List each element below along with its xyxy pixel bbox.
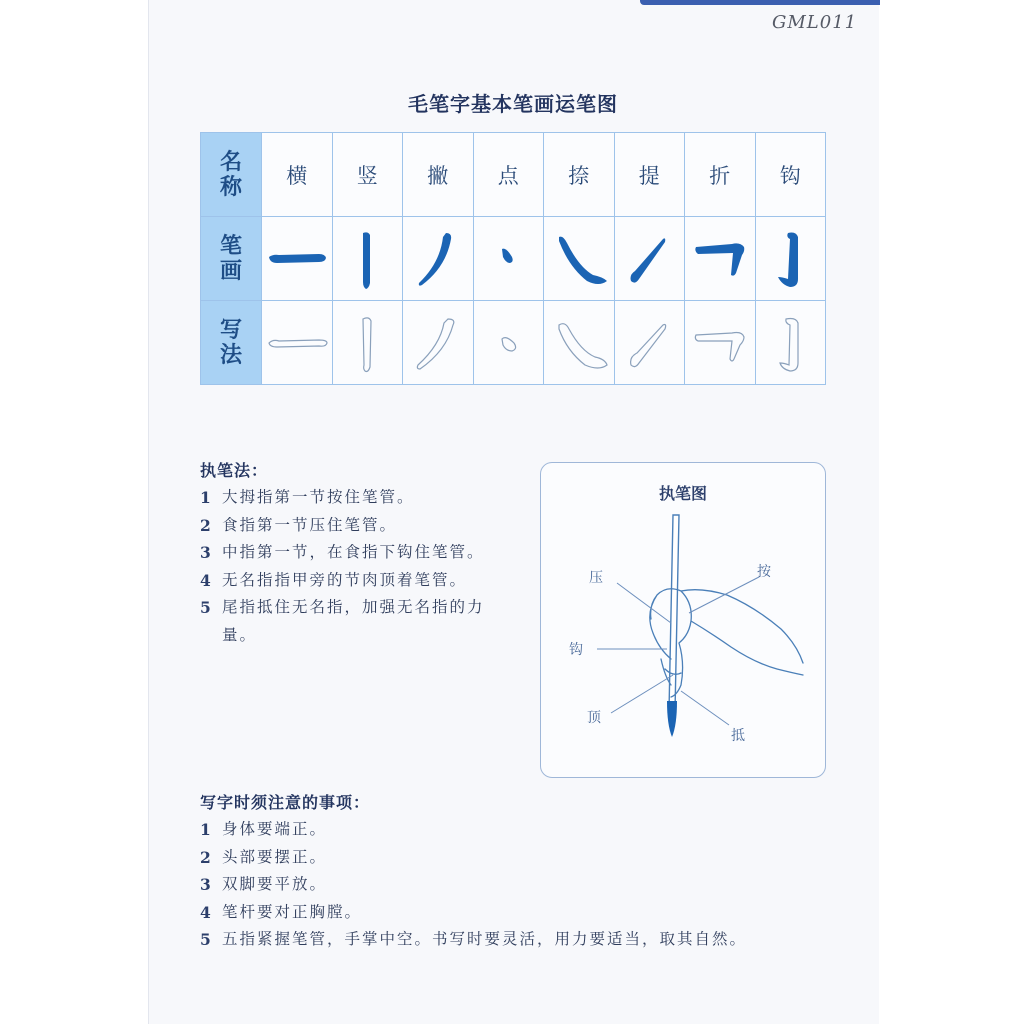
shu-stroke-icon	[335, 227, 399, 291]
label-gou: 钩	[569, 642, 583, 658]
gou-method-icon	[758, 311, 822, 375]
stroke-name-na: 捺	[544, 133, 615, 217]
method-heng	[262, 301, 333, 385]
holding-step	[200, 594, 500, 649]
label-ding: 顶	[587, 710, 601, 726]
holding-step	[200, 484, 500, 512]
strokes-row	[201, 217, 826, 301]
ti-stroke-icon	[617, 227, 681, 291]
step-number: 1	[200, 488, 213, 507]
note-number: 5	[200, 930, 213, 949]
note-text: 双脚要平放。	[222, 875, 328, 893]
method-gou	[755, 301, 826, 385]
method-na	[544, 301, 615, 385]
na-method-icon	[547, 311, 611, 375]
step-text: 无名指指甲旁的节肉顶着笔管。	[222, 570, 468, 589]
holding-step	[200, 539, 500, 567]
stroke-name-dian: 点	[473, 133, 544, 217]
top-edge-bar	[640, 0, 880, 5]
note-item	[200, 871, 790, 899]
step-text: 食指第一节压住笔管。	[222, 515, 398, 534]
stroke-name-pie: 撇	[403, 133, 474, 217]
page-title: 毛笔字基本笔画运笔图	[408, 92, 618, 116]
stroke-ti	[614, 217, 685, 301]
zhe-stroke-icon	[688, 227, 752, 291]
brush-holding-figure	[540, 462, 826, 778]
page-code: GML011	[772, 12, 858, 33]
method-zhe	[685, 301, 756, 385]
stroke-shu	[332, 217, 403, 301]
note-item	[200, 926, 790, 954]
notes-title: 写字时须注意的事项：	[200, 793, 371, 812]
stroke-name-ti: 提	[614, 133, 685, 217]
figure-title: 执笔图	[658, 484, 707, 503]
stroke-gou	[755, 217, 826, 301]
note-text: 五指紧握笔管，手掌中空。书写时要灵活，用力要适当，取其自然。	[222, 930, 748, 948]
note-text: 笔杆要对正胸膛。	[222, 902, 363, 921]
heng-stroke-icon	[265, 227, 329, 291]
method-shu	[332, 301, 403, 385]
pie-method-icon	[406, 311, 470, 375]
step-text: 中指第一节，在食指下钩住笔管。	[222, 543, 485, 561]
note-text: 头部要摆正。	[222, 847, 328, 866]
step-number: 4	[200, 570, 213, 590]
stroke-zhe	[685, 217, 756, 301]
pie-stroke-icon	[406, 227, 470, 291]
holding-steps	[200, 484, 500, 649]
label-ya: 压	[589, 570, 603, 586]
heng-method-icon	[265, 311, 329, 375]
stroke-dian	[473, 217, 544, 301]
zhe-method-icon	[688, 311, 752, 375]
note-text: 身体要端正。	[222, 820, 328, 838]
holding-title: 执笔法：	[200, 461, 269, 480]
note-number: 1	[200, 820, 213, 839]
method-row	[201, 301, 826, 385]
row-head-name	[201, 133, 262, 217]
method-dian	[473, 301, 544, 385]
shu-method-icon	[335, 311, 399, 375]
label-di: 抵	[731, 728, 745, 744]
gou-stroke-icon	[758, 227, 822, 291]
note-item	[200, 899, 790, 927]
method-pie	[403, 301, 474, 385]
hand-holding-brush-icon	[541, 463, 825, 777]
stroke-name-shu: 竖	[332, 133, 403, 217]
step-text: 尾指抵住无名指，加强无名指的力量。	[222, 598, 485, 644]
holding-step	[200, 512, 500, 540]
step-number: 2	[200, 515, 213, 535]
names-row	[201, 133, 826, 217]
dian-stroke-icon	[476, 227, 540, 291]
stroke-name-heng: 横	[262, 133, 333, 217]
stroke-heng	[262, 217, 333, 301]
row-head-stroke-text: 笔画	[219, 232, 242, 284]
dian-method-icon	[476, 311, 540, 375]
ti-method-icon	[617, 311, 681, 375]
step-number: 3	[200, 543, 213, 562]
method-ti	[614, 301, 685, 385]
step-text: 大拇指第一节按住笔管。	[222, 488, 415, 506]
note-number: 2	[200, 847, 213, 867]
note-item	[200, 816, 790, 844]
stroke-name-gou: 钩	[755, 133, 826, 217]
stroke-na	[544, 217, 615, 301]
label-an: 按	[757, 564, 771, 580]
holding-step	[200, 567, 500, 595]
notes-list	[200, 816, 790, 954]
stroke-pie	[403, 217, 474, 301]
stroke-name-zhe: 折	[685, 133, 756, 217]
row-head-name-text: 名称	[219, 148, 242, 200]
note-number: 3	[200, 875, 213, 894]
note-number: 4	[200, 902, 213, 922]
na-stroke-icon	[547, 227, 611, 291]
strokes-table	[200, 132, 826, 385]
row-head-method-text: 写法	[219, 316, 242, 368]
row-head-method	[201, 301, 262, 385]
note-item	[200, 844, 790, 872]
step-number: 5	[200, 598, 213, 617]
row-head-stroke	[201, 217, 262, 301]
